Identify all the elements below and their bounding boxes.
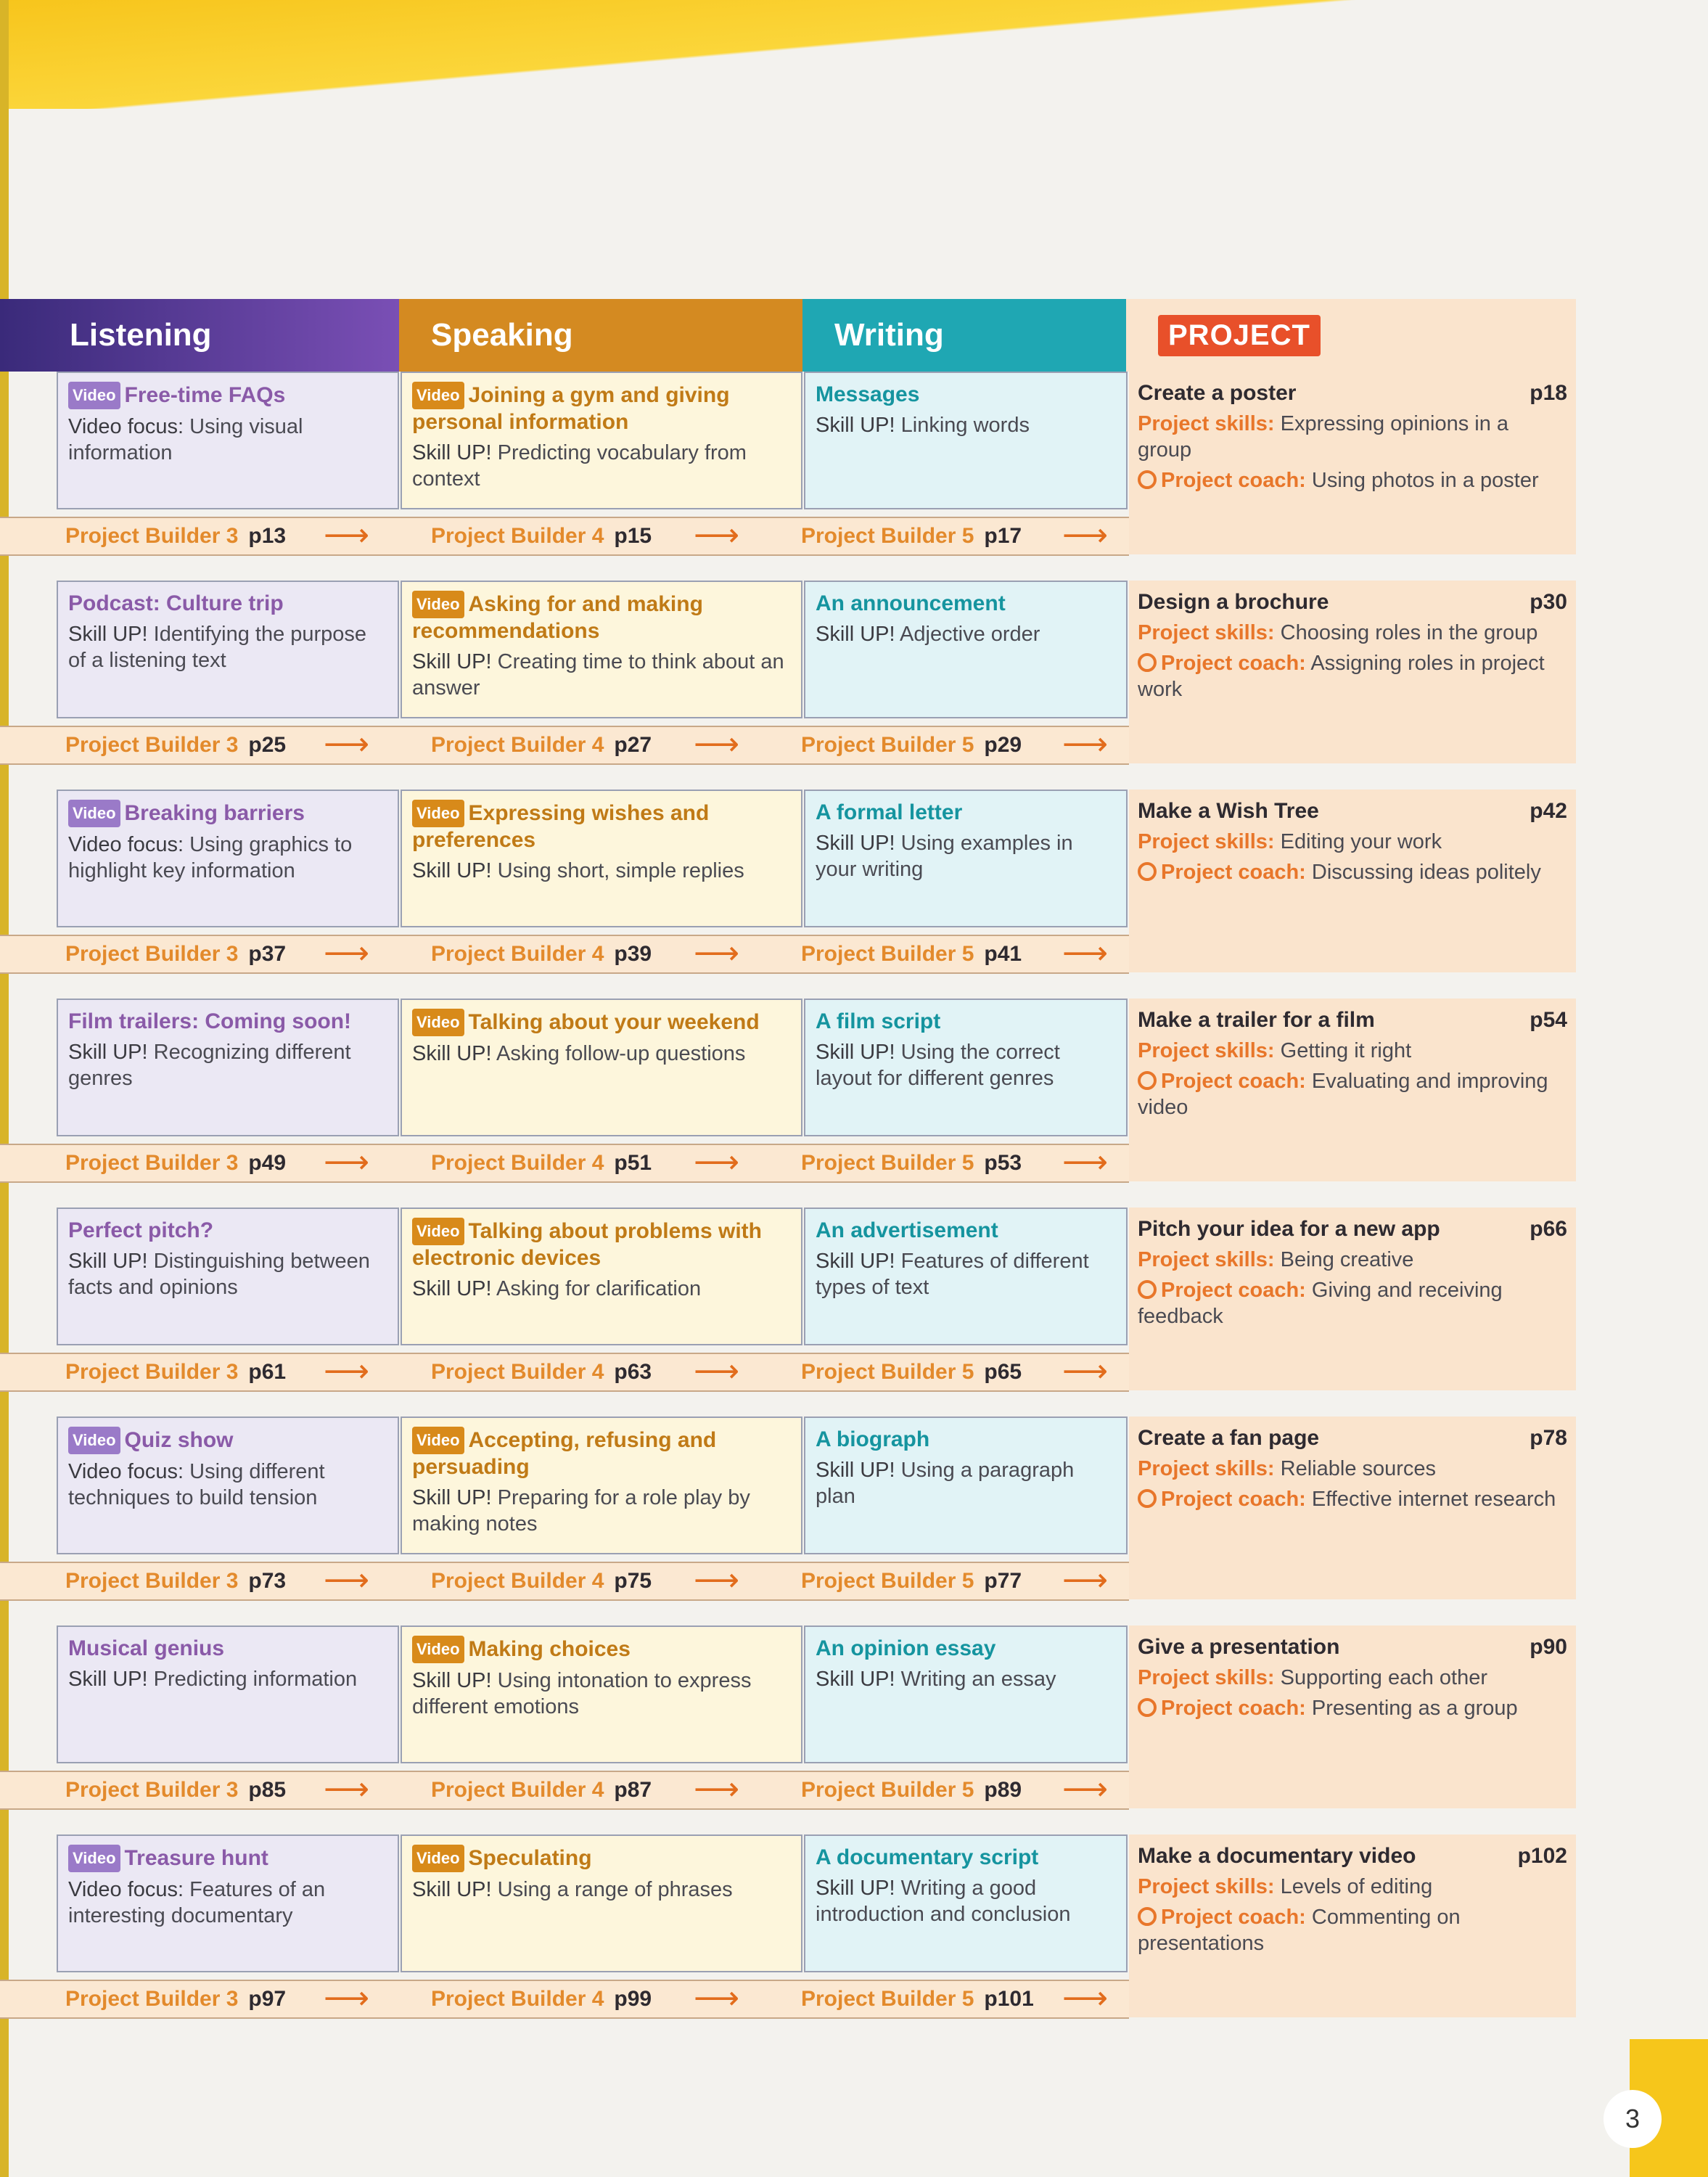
table-row bbox=[0, 1208, 1576, 1417]
project-page: p66 bbox=[1530, 1217, 1567, 1241]
listening-body: Video focus: Using different techniques to build tension bbox=[68, 1460, 325, 1509]
writing-cell bbox=[804, 790, 1128, 927]
project-page: p78 bbox=[1530, 1426, 1567, 1450]
listening-title: Podcast: Culture trip bbox=[68, 591, 284, 615]
arrow-right-icon: ⟶ bbox=[1062, 517, 1109, 553]
listening-title: Perfect pitch? bbox=[68, 1218, 214, 1242]
project-builder-strip bbox=[0, 935, 1129, 974]
writing-body: Skill UP! Writing an essay bbox=[816, 1668, 1056, 1691]
arrow-right-icon: ⟶ bbox=[1062, 1980, 1109, 2016]
project-cell bbox=[1129, 1834, 1576, 2017]
project-builder-5: Project Builder 5 p77 bbox=[801, 1569, 1022, 1593]
writing-cell bbox=[804, 581, 1128, 718]
project-builder-3: Project Builder 3 p37 bbox=[65, 942, 287, 966]
listening-body: Video focus: Using graphics to highlight key information bbox=[68, 833, 353, 882]
speaking-title: Video Asking for and making recommendations bbox=[412, 592, 703, 643]
table-row bbox=[0, 581, 1576, 790]
page-number: 3 bbox=[1604, 2090, 1662, 2148]
table-row bbox=[0, 1417, 1576, 1625]
project-title: Create a fan page p78 bbox=[1138, 1426, 1567, 1450]
video-icon: Video bbox=[68, 1427, 120, 1454]
video-icon: Video bbox=[412, 382, 464, 409]
video-icon: Video bbox=[68, 382, 120, 409]
table-row bbox=[0, 372, 1576, 581]
project-cell bbox=[1129, 1625, 1576, 1808]
arrow-right-icon: ⟶ bbox=[324, 1353, 370, 1389]
project-skills: Project skills: Levels of editing bbox=[1138, 1875, 1433, 1898]
video-icon: Video bbox=[412, 800, 464, 827]
project-title: Design a brochure p30 bbox=[1138, 590, 1567, 614]
project-coach: Project coach: Presenting as a group bbox=[1138, 1695, 1567, 1721]
top-banner bbox=[0, 0, 1708, 109]
listening-title: Video Breaking barriers bbox=[68, 800, 387, 827]
writing-cell bbox=[804, 1625, 1128, 1763]
listening-cell bbox=[57, 1417, 399, 1554]
speaking-title: Video Accepting, refusing and persuading bbox=[412, 1428, 717, 1479]
listening-title: Video Quiz show bbox=[68, 1427, 387, 1454]
arrow-right-icon: ⟶ bbox=[694, 1562, 740, 1598]
project-builder-5: Project Builder 5 p41 bbox=[801, 942, 1022, 966]
speaking-cell bbox=[401, 1625, 802, 1763]
listening-body: Skill UP! Predicting information bbox=[68, 1668, 358, 1691]
project-builder-3: Project Builder 3 p13 bbox=[65, 524, 287, 548]
arrow-right-icon: ⟶ bbox=[1062, 726, 1109, 762]
listening-cell bbox=[57, 1834, 399, 1972]
arrow-right-icon: ⟶ bbox=[324, 1144, 370, 1180]
arrow-right-icon: ⟶ bbox=[694, 1980, 740, 2016]
table-row bbox=[0, 1625, 1576, 1834]
project-builder-5: Project Builder 5 p53 bbox=[801, 1151, 1022, 1175]
table-row bbox=[0, 1834, 1576, 2043]
table-row bbox=[0, 999, 1576, 1208]
writing-cell bbox=[804, 1834, 1128, 1972]
project-cell bbox=[1129, 999, 1576, 1181]
project-skills: Project skills: Getting it right bbox=[1138, 1039, 1412, 1062]
table-header bbox=[0, 299, 1576, 372]
play-icon bbox=[1138, 1907, 1157, 1926]
project-builder-5: Project Builder 5 p65 bbox=[801, 1360, 1022, 1384]
speaking-cell bbox=[401, 790, 802, 927]
project-builder-3: Project Builder 3 p85 bbox=[65, 1778, 287, 1802]
project-page: p54 bbox=[1530, 1008, 1567, 1032]
listening-cell bbox=[57, 581, 399, 718]
header-writing: Writing bbox=[802, 299, 1126, 372]
project-builder-strip bbox=[0, 517, 1129, 556]
arrow-right-icon: ⟶ bbox=[324, 517, 370, 553]
project-coach: Project coach: Discussing ideas politely bbox=[1138, 859, 1567, 885]
speaking-title: Video Joining a gym and giving personal information bbox=[412, 383, 730, 434]
project-builder-strip bbox=[0, 726, 1129, 765]
project-builder-5: Project Builder 5 p101 bbox=[801, 1987, 1034, 2011]
project-cell bbox=[1129, 372, 1576, 554]
speaking-body: Skill UP! Asking follow-up questions bbox=[412, 1042, 746, 1065]
video-icon: Video bbox=[412, 1636, 464, 1663]
project-builder-4: Project Builder 4 p75 bbox=[431, 1569, 652, 1593]
arrow-right-icon: ⟶ bbox=[694, 935, 740, 971]
project-builder-3: Project Builder 3 p97 bbox=[65, 1987, 287, 2011]
project-builder-strip bbox=[0, 1144, 1129, 1183]
play-icon bbox=[1138, 1280, 1157, 1299]
project-builder-3: Project Builder 3 p49 bbox=[65, 1151, 287, 1175]
project-builder-5: Project Builder 5 p89 bbox=[801, 1778, 1022, 1802]
speaking-title: Video Talking about problems with electronic devices bbox=[412, 1219, 762, 1270]
project-builder-5: Project Builder 5 p29 bbox=[801, 733, 1022, 757]
speaking-body: Skill UP! Creating time to think about an answer bbox=[412, 650, 784, 700]
listening-title: Film trailers: Coming soon! bbox=[68, 1009, 352, 1033]
writing-body: Skill UP! Features of different types of text bbox=[816, 1250, 1089, 1299]
speaking-title: Video Speculating bbox=[412, 1845, 791, 1872]
writing-title: Messages bbox=[816, 382, 920, 406]
writing-body: Skill UP! Adjective order bbox=[816, 623, 1040, 646]
arrow-right-icon: ⟶ bbox=[694, 517, 740, 553]
video-icon: Video bbox=[412, 1218, 464, 1245]
project-coach: Project coach: Using photos in a poster bbox=[1138, 467, 1567, 493]
speaking-body: Skill UP! Preparing for a role play by making notes bbox=[412, 1486, 750, 1536]
header-listening: Listening bbox=[0, 299, 399, 372]
project-builder-3: Project Builder 3 p61 bbox=[65, 1360, 287, 1384]
table-rows bbox=[0, 372, 1576, 2043]
video-icon: Video bbox=[412, 591, 464, 618]
listening-body: Video focus: Features of an interesting documentary bbox=[68, 1878, 326, 1927]
speaking-body: Skill UP! Predicting vocabulary from context bbox=[412, 441, 747, 491]
project-builder-strip bbox=[0, 1980, 1129, 2019]
project-cell bbox=[1129, 581, 1576, 763]
listening-cell bbox=[57, 790, 399, 927]
video-icon: Video bbox=[412, 1009, 464, 1036]
listening-cell bbox=[57, 999, 399, 1136]
writing-title: A documentary script bbox=[816, 1845, 1039, 1869]
video-icon: Video bbox=[68, 1845, 120, 1872]
arrow-right-icon: ⟶ bbox=[324, 1771, 370, 1807]
project-title: Create a poster p18 bbox=[1138, 381, 1567, 405]
play-icon bbox=[1138, 1698, 1157, 1717]
arrow-right-icon: ⟶ bbox=[694, 726, 740, 762]
speaking-body: Skill UP! Asking for clarification bbox=[412, 1277, 702, 1300]
writing-cell bbox=[804, 1208, 1128, 1345]
project-coach: Project coach: Assigning roles in project work bbox=[1138, 652, 1545, 701]
writing-cell bbox=[804, 999, 1128, 1136]
speaking-cell bbox=[401, 1834, 802, 1972]
project-skills: Project skills: Expressing opinions in a group bbox=[1138, 412, 1509, 462]
project-title: Make a trailer for a film p54 bbox=[1138, 1008, 1567, 1032]
writing-title: An announcement bbox=[816, 591, 1006, 615]
project-builder-4: Project Builder 4 p99 bbox=[431, 1987, 652, 2011]
speaking-title: Video Making choices bbox=[412, 1636, 791, 1663]
arrow-right-icon: ⟶ bbox=[324, 726, 370, 762]
speaking-cell bbox=[401, 999, 802, 1136]
project-builder-5: Project Builder 5 p17 bbox=[801, 524, 1022, 548]
project-builder-strip bbox=[0, 1562, 1129, 1601]
arrow-right-icon: ⟶ bbox=[1062, 935, 1109, 971]
arrow-right-icon: ⟶ bbox=[694, 1353, 740, 1389]
listening-title: Video Free-time FAQs bbox=[68, 382, 387, 409]
project-page: p30 bbox=[1530, 590, 1567, 614]
project-builder-4: Project Builder 4 p39 bbox=[431, 942, 652, 966]
arrow-right-icon: ⟶ bbox=[324, 1562, 370, 1598]
project-coach: Project coach: Evaluating and improving video bbox=[1138, 1070, 1548, 1119]
listening-title: Video Treasure hunt bbox=[68, 1845, 387, 1872]
header-project bbox=[1126, 299, 1576, 372]
project-skills: Project skills: Editing your work bbox=[1138, 830, 1442, 853]
contents-table bbox=[0, 299, 1576, 2043]
speaking-body: Skill UP! Using intonation to express different emotions bbox=[412, 1669, 752, 1718]
project-cell bbox=[1129, 1417, 1576, 1599]
writing-body: Skill UP! Using a paragraph plan bbox=[816, 1459, 1075, 1508]
speaking-title: Video Expressing wishes and preferences bbox=[412, 801, 710, 852]
video-icon: Video bbox=[412, 1427, 464, 1454]
play-icon bbox=[1138, 862, 1157, 881]
arrow-right-icon: ⟶ bbox=[1062, 1144, 1109, 1180]
speaking-cell bbox=[401, 1208, 802, 1345]
writing-body: Skill UP! Using examples in your writing bbox=[816, 832, 1073, 881]
project-coach: Project coach: Giving and receiving feedback bbox=[1138, 1279, 1503, 1328]
arrow-right-icon: ⟶ bbox=[694, 1771, 740, 1807]
video-icon: Video bbox=[68, 800, 120, 827]
listening-body: Skill UP! Identifying the purpose of a listening text bbox=[68, 623, 367, 672]
arrow-right-icon: ⟶ bbox=[694, 1144, 740, 1180]
listening-cell bbox=[57, 1625, 399, 1763]
project-title: Pitch your idea for a new app p66 bbox=[1138, 1217, 1567, 1241]
project-builder-3: Project Builder 3 p73 bbox=[65, 1569, 287, 1593]
writing-title: An opinion essay bbox=[816, 1636, 996, 1660]
project-builder-strip bbox=[0, 1771, 1129, 1810]
project-page: p90 bbox=[1530, 1635, 1567, 1659]
speaking-cell bbox=[401, 372, 802, 509]
project-builder-4: Project Builder 4 p51 bbox=[431, 1151, 652, 1175]
project-builder-4: Project Builder 4 p87 bbox=[431, 1778, 652, 1802]
listening-title: Musical genius bbox=[68, 1636, 225, 1660]
writing-title: An advertisement bbox=[816, 1218, 998, 1242]
writing-body: Skill UP! Linking words bbox=[816, 414, 1030, 437]
arrow-right-icon: ⟶ bbox=[324, 935, 370, 971]
project-builder-3: Project Builder 3 p25 bbox=[65, 733, 287, 757]
arrow-right-icon: ⟶ bbox=[1062, 1562, 1109, 1598]
speaking-cell bbox=[401, 1417, 802, 1554]
play-icon bbox=[1138, 1489, 1157, 1508]
writing-body: Skill UP! Using the correct layout for different genres bbox=[816, 1041, 1060, 1090]
project-skills: Project skills: Choosing roles in the group bbox=[1138, 621, 1538, 644]
listening-cell bbox=[57, 372, 399, 509]
speaking-body: Skill UP! Using a range of phrases bbox=[412, 1878, 733, 1901]
writing-body: Skill UP! Writing a good introduction and conclusion bbox=[816, 1877, 1071, 1926]
project-builder-4: Project Builder 4 p27 bbox=[431, 733, 652, 757]
writing-cell bbox=[804, 1417, 1128, 1554]
writing-cell bbox=[804, 372, 1128, 509]
listening-cell bbox=[57, 1208, 399, 1345]
speaking-cell bbox=[401, 581, 802, 718]
project-builder-strip bbox=[0, 1353, 1129, 1392]
project-title: Give a presentation p90 bbox=[1138, 1635, 1567, 1659]
project-title: Make a documentary video p102 bbox=[1138, 1844, 1567, 1868]
play-icon bbox=[1138, 470, 1157, 489]
project-skills: Project skills: Reliable sources bbox=[1138, 1457, 1437, 1480]
writing-title: A formal letter bbox=[816, 800, 963, 824]
project-builder-4: Project Builder 4 p63 bbox=[431, 1360, 652, 1384]
arrow-right-icon: ⟶ bbox=[1062, 1771, 1109, 1807]
project-page: p18 bbox=[1530, 381, 1567, 405]
project-builder-4: Project Builder 4 p15 bbox=[431, 524, 652, 548]
speaking-body: Skill UP! Using short, simple replies bbox=[412, 859, 744, 882]
listening-body: Video focus: Using visual information bbox=[68, 415, 303, 464]
writing-title: A biograph bbox=[816, 1427, 930, 1451]
speaking-title: Video Talking about your weekend bbox=[412, 1009, 791, 1036]
play-icon bbox=[1138, 653, 1157, 672]
project-title: Make a Wish Tree p42 bbox=[1138, 799, 1567, 823]
writing-title: A film script bbox=[816, 1009, 941, 1033]
header-speaking: Speaking bbox=[399, 299, 802, 372]
video-icon: Video bbox=[412, 1845, 464, 1872]
project-page: p102 bbox=[1517, 1844, 1567, 1868]
arrow-right-icon: ⟶ bbox=[324, 1980, 370, 2016]
table-row bbox=[0, 790, 1576, 999]
project-page: p42 bbox=[1530, 799, 1567, 823]
project-cell bbox=[1129, 1208, 1576, 1390]
project-skills: Project skills: Being creative bbox=[1138, 1248, 1414, 1271]
project-coach: Project coach: Commenting on presentations bbox=[1138, 1906, 1461, 1955]
listening-body: Skill UP! Recognizing different genres bbox=[68, 1041, 351, 1090]
project-cell bbox=[1129, 790, 1576, 972]
play-icon bbox=[1138, 1071, 1157, 1090]
listening-body: Skill UP! Distinguishing between facts and opinions bbox=[68, 1250, 370, 1299]
project-badge: PROJECT bbox=[1158, 315, 1321, 356]
project-coach: Project coach: Effective internet research bbox=[1138, 1486, 1567, 1512]
project-skills: Project skills: Supporting each other bbox=[1138, 1666, 1488, 1689]
arrow-right-icon: ⟶ bbox=[1062, 1353, 1109, 1389]
